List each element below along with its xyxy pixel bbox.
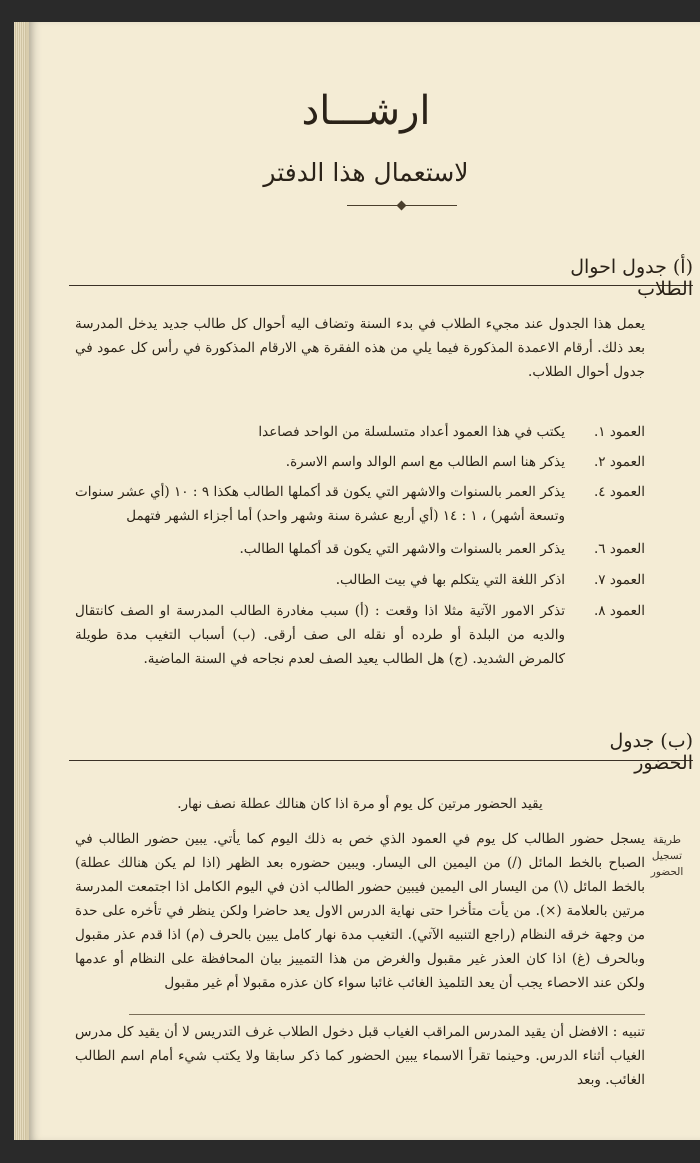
section-b-heading: (ب) جدول الحضور: [609, 730, 693, 774]
column-text: يذكر العمر بالسنوات والاشهر التي يكون قد أكملها الطالب هكذا ٩ : ١٠ (أي عشر سنوات وتسعة أشهر) ، ١ : ١٤ (أي أربع عشرة سنة وشهر واحد) أما أجزاء الشهر فتهمل: [75, 484, 566, 524]
section-b-intro: يقيد الحضور مرتين كل يوم أو مرة اذا كان هنالك عطلة نصف نهار.: [177, 796, 543, 812]
list-item: [75, 450, 645, 474]
page-subtitle: لاستعمال هذا الدفتر: [263, 158, 469, 187]
column-text: اذكر اللغة التي يتكلم بها في بيت الطالب.: [335, 572, 565, 588]
column-label: العمود ٦.: [593, 541, 645, 557]
section-b-rule: [69, 760, 693, 761]
page-edge: [14, 22, 26, 1140]
column-label: العمود ٤.: [593, 484, 645, 500]
list-item: [75, 480, 645, 528]
attendance-note: تنبيه : الافضل أن يقيد المدرس المراقب الغياب قبل دخول الطلاب غرف التدريس لا أن يقيد كل مدرس الغياب أثناء الدرس. وحينما تقرأ الاسماء يبين الحضور كما ذكر سابقا ولا يكتب شيء أمام اسم الطالب الغائب. وبعد: [75, 1024, 645, 1088]
column-text: يذكر هنا اسم الطالب مع اسم الوالد واسم الاسرة.: [285, 454, 565, 470]
list-item: [75, 599, 645, 671]
list-item: [75, 568, 645, 592]
margin-note: طريقة تسجيل الحضور: [650, 834, 684, 878]
column-label: العمود ١.: [593, 424, 645, 440]
column-text: تذكر الامور الآتية مثلا اذا وقعت : (أ) سبب مغادرة الطالب المدرسة او الصف كانتقال والديه من البلدة أو طرده أو نقله الى صف أرقى. (ب) أسباب التغيب مدة طويلة كالمرض الشديد. (ج) هل الطالب يعيد الصف لعدم نجاحه في السنة الماضية.: [75, 603, 565, 667]
column-text: يذكر العمر بالسنوات والاشهر التي يكون قد أكملها الطالب.: [239, 541, 565, 557]
column-text: يكتب في هذا العمود أعداد متسلسلة من الواحد فصاعدا: [258, 424, 565, 440]
column-label: العمود ٧.: [593, 572, 645, 588]
ornament-divider: [347, 202, 457, 210]
note-rule: [129, 1014, 645, 1015]
section-a-heading: (أ) جدول احوال الطلاب: [570, 256, 693, 300]
list-item: [75, 537, 645, 561]
column-label: العمود ٢.: [593, 454, 645, 470]
page-title: ارشـــاد: [301, 88, 431, 134]
diamond-icon: [397, 201, 407, 211]
list-item: [75, 420, 645, 444]
column-label: العمود ٨.: [593, 603, 645, 619]
book-page: [26, 22, 700, 1140]
section-a-intro: يعمل هذا الجدول عند مجيء الطلاب في بدء السنة وتضاف اليه أحوال كل طالب جديد يدخل المدرسة بعد ذلك. أرقام الاعمدة المذكورة فيما يلي من هذه الفقرة هي الارقام المذكورة في رأس كل عمود في جدول أحوال الطلاب.: [75, 316, 645, 380]
attendance-body: يسجل حضور الطالب كل يوم في العمود الذي خص به ذلك اليوم كما يأتي. يبين حضور الطالب في الصباح بالخط المائل (/) من اليمين الى اليسار. ويبين حضوره بعد الظهر (اذا لم يكن هنالك عطلة) بالخط المائل (\) من اليسار الى اليمين فيبين حضور الطالب اذن في اليوم الكامل اذا اجتمعت المدرسة مرتين بالعلامة (×). من يأت متأخرا حتى نهاية الدرس الاول يعد حاضرا ولكن ينظر في تأخره على حدة من وجهة خرقه النظام (راجع التنبيه الآتي). التغيب مدة نهار كامل يبين بالحرف (م) اذا قدم عذر مقبول وبالحرف (غ) اذا كان العذر غير مقبول والغرض من هذا التمييز بيان المحافظة على النظام أو عدمها ولكن عند الاحصاء يجب أن يعد التلميذ الغائب غائبا سواء كان عذره مقبولا أم غير مقبول: [75, 831, 645, 991]
